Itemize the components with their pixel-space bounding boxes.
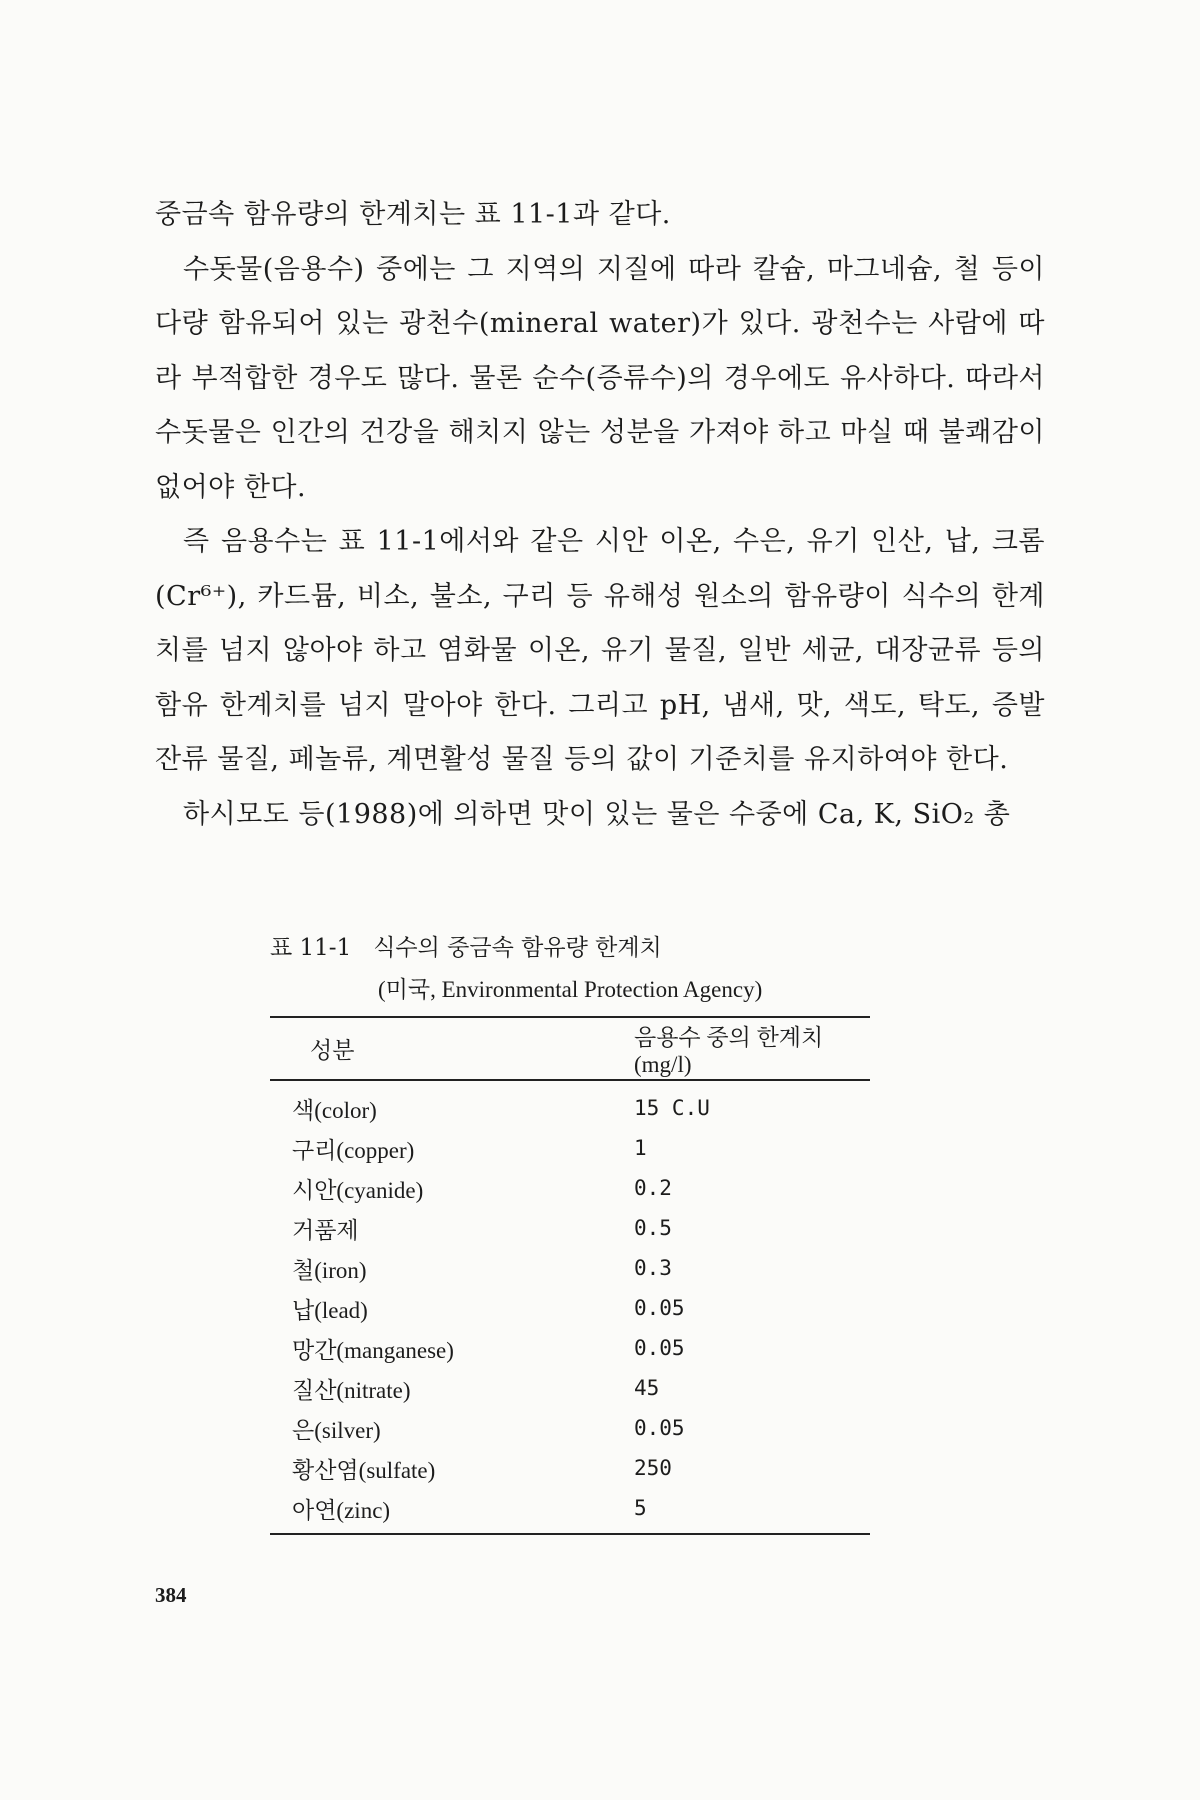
limit-cell: 5 xyxy=(634,1496,647,1520)
table-body xyxy=(270,1080,870,1534)
table-caption xyxy=(270,930,870,966)
table-row xyxy=(270,1328,870,1368)
component-cell: 시안(cyanide) xyxy=(292,1177,424,1203)
table-subtitle: (미국, Environmental Protection Agency) xyxy=(378,977,763,1002)
table-row xyxy=(270,1288,870,1328)
table-row xyxy=(270,1128,870,1168)
body-text xyxy=(155,188,1045,842)
component-cell: 질산(nitrate) xyxy=(292,1377,411,1403)
paragraph-3: 즉 음용수는 표 11-1에서와 같은 시안 이온, 수은, 유기 인산, 납, 크롬(Cr⁶⁺), 카드뮴, 비소, 불소, 구리 등 유해성 원소의 함유량이 식수의 한계치를 넘지 않아야 하고 염화물 이온, 유기 물질, 일반 세균, 대장균류 등의 함유 한계치를 넘지 말아야 한다. 그리고 pH, 냄새, 맛, 색도, 탁도, 증발 잔류 물질, 페놀류, 계면활성 물질 등의 값이 기준치를 유지하여야 한다. xyxy=(155,526,1045,775)
component-cell: 아연(zinc) xyxy=(292,1497,391,1523)
table-row xyxy=(270,1168,870,1208)
limit-cell: 0.5 xyxy=(634,1216,672,1240)
component-cell: 황산염(sulfate) xyxy=(292,1457,436,1483)
header-component: 성분 xyxy=(270,1017,633,1080)
table-11-1 xyxy=(270,930,870,1535)
table-label: 표 11-1 xyxy=(270,935,352,961)
table-row xyxy=(270,1368,870,1408)
page-number: 384 xyxy=(155,1583,187,1607)
component-cell: 색(color) xyxy=(292,1097,377,1123)
component-cell: 거품제 xyxy=(292,1217,359,1243)
table-row xyxy=(270,1488,870,1534)
paragraph-1: 중금속 함유량의 한계치는 표 11-1과 같다. xyxy=(155,199,671,230)
limit-cell: 0.05 xyxy=(634,1416,685,1440)
header-limit: 음용수 중의 한계치(mg/l) xyxy=(633,1017,870,1080)
component-cell: 철(iron) xyxy=(292,1257,367,1283)
limit-cell: 1 xyxy=(634,1136,647,1160)
table-title: 식수의 중금속 함유량 한계치 xyxy=(373,935,662,961)
limit-cell: 15 C.U xyxy=(634,1096,710,1120)
component-cell: 망간(manganese) xyxy=(292,1337,454,1363)
table-row xyxy=(270,1080,870,1128)
limit-cell: 0.3 xyxy=(634,1256,672,1280)
table-row xyxy=(270,1248,870,1288)
component-cell: 납(lead) xyxy=(292,1297,368,1323)
limit-cell: 0.2 xyxy=(634,1176,672,1200)
component-cell: 은(silver) xyxy=(292,1417,381,1443)
paragraph-4: 하시모도 등(1988)에 의하면 맛이 있는 물은 수중에 Ca, K, SiO₂ 총 xyxy=(183,798,1011,830)
limit-cell: 45 xyxy=(634,1376,660,1400)
limit-cell: 250 xyxy=(634,1456,672,1480)
limit-cell: 0.05 xyxy=(634,1336,685,1360)
limits-table xyxy=(270,1016,870,1535)
component-cell: 구리(copper) xyxy=(292,1137,415,1163)
paragraph-2: 수돗물(음용수) 중에는 그 지역의 지질에 따라 칼슘, 마그네슘, 철 등이 다량 함유되어 있는 광천수(mineral water)가 있다. 광천수는 사람에 따라 부적합한 경우도 많다. 물론 순수(증류수)의 경우에도 유사하다. 따라서 수돗물은 인간의 건강을 해치지 않는 성분을 가져야 하고 마실 때 불쾌감이 없어야 한다. xyxy=(155,253,1045,503)
table-row xyxy=(270,1208,870,1248)
table-row xyxy=(270,1408,870,1448)
table-header-row xyxy=(270,1017,870,1080)
limit-cell: 0.05 xyxy=(634,1296,685,1320)
table-row xyxy=(270,1448,870,1488)
